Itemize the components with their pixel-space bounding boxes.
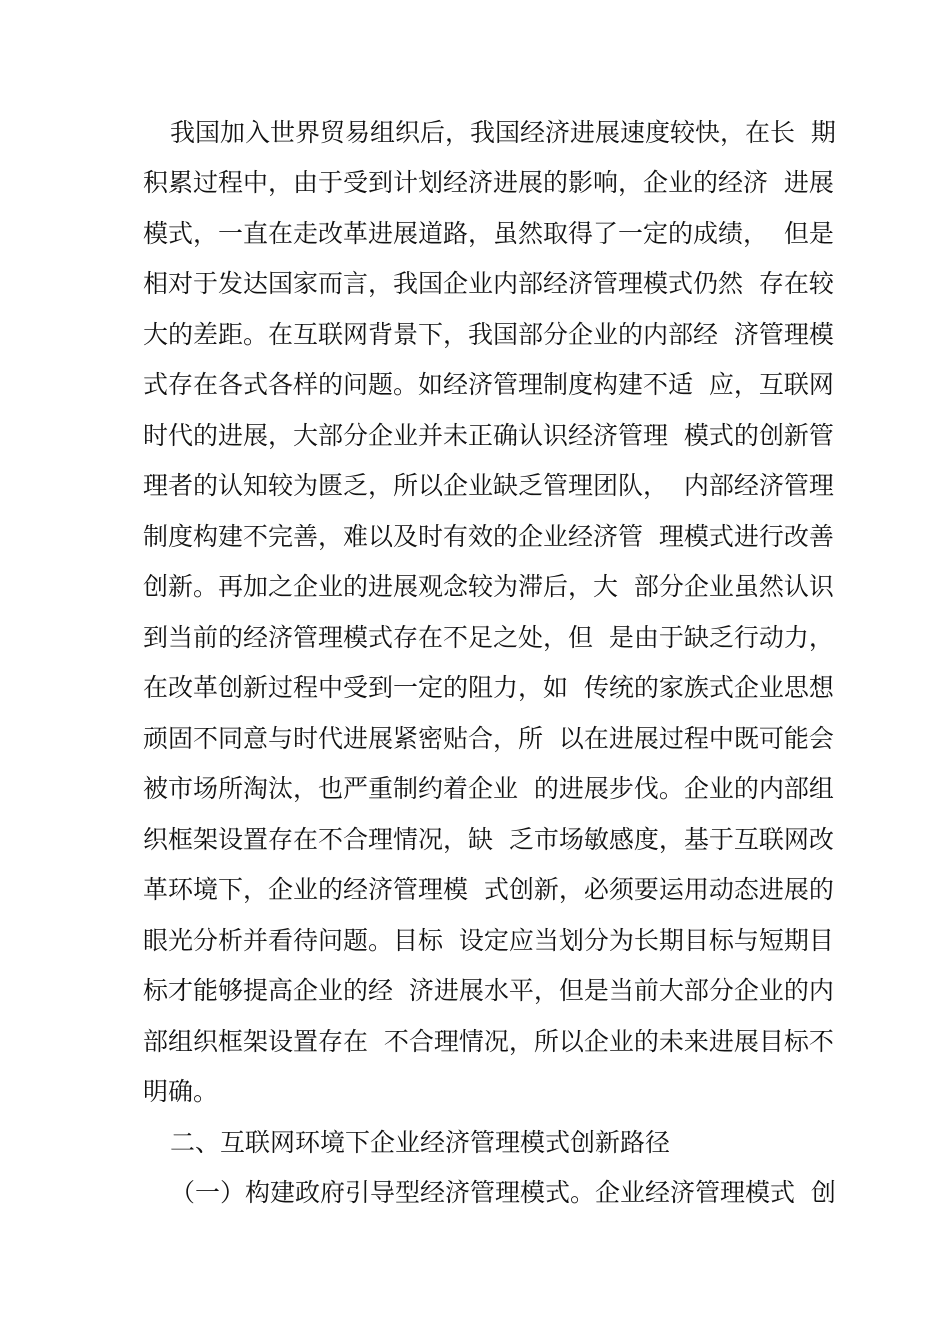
paragraph-1-line-11: 到当前的经济管理模式存在不足之处，但 是由于缺乏行动力， bbox=[143, 623, 834, 652]
paragraph-1-line-8: 理者的认知较为匮乏，所以企业缺乏管理团队， 内部经济管理 bbox=[143, 471, 834, 500]
paragraph-1-line-9: 制度构建不完善，难以及时有效的企业经济管 理模式进行改善 bbox=[143, 522, 834, 551]
paragraph-1-line-4: 相对于发达国家而言，我国企业内部经济管理模式仍然 存在较 bbox=[143, 269, 834, 298]
paragraph-1-line-1: 我国加入世界贸易组织后，我国经济进展速度较快，在长 期 bbox=[170, 118, 836, 147]
paragraph-1-line-13: 顽固不同意与时代进展紧密贴合，所 以在进展过程中既可能会 bbox=[143, 724, 834, 753]
paragraph-1-line-6: 式存在各式各样的问题。如经济管理制度构建不适 应，互联网 bbox=[143, 370, 834, 399]
section-heading-2: 二、互联网环境下企业经济管理模式创新路径 bbox=[170, 1128, 671, 1157]
paragraph-1-line-14: 被市场所淘汰，也严重制约着企业 的进展步伐。企业的内部组 bbox=[143, 774, 834, 803]
paragraph-1-line-16: 革环境下，企业的经济管理模 式创新，必须要运用动态进展的 bbox=[143, 875, 834, 904]
paragraph-1-line-3: 模式，一直在走改革进展道路，虽然取得了一定的成绩， 但是 bbox=[143, 219, 834, 248]
paragraph-1-line-5: 大的差距。在互联网背景下，我国部分企业的内部经 济管理模 bbox=[143, 320, 834, 349]
paragraph-1-line-12: 在改革创新过程中受到一定的阻力，如 传统的家族式企业思想 bbox=[143, 673, 834, 702]
paragraph-1-line-2: 积累过程中，由于受到计划经济进展的影响，企业的经济 进展 bbox=[143, 168, 834, 197]
paragraph-1-line-15: 织框架设置存在不合理情况，缺 乏市场敏感度，基于互联网改 bbox=[143, 825, 834, 854]
paragraph-1-line-18: 标才能够提高企业的经 济进展水平，但是当前大部分企业的内 bbox=[143, 976, 834, 1005]
paragraph-1-line-10: 创新。再加之企业的进展观念较为滞后，大 部分企业虽然认识 bbox=[143, 572, 834, 601]
paragraph-1-line-20: 明确。 bbox=[143, 1077, 219, 1106]
paragraph-1-line-17: 眼光分析并看待问题。目标 设定应当划分为长期目标与短期目 bbox=[143, 926, 834, 955]
paragraph-1-line-19: 部组织框架设置存在 不合理情况，所以企业的未来进展目标不 bbox=[143, 1027, 834, 1056]
paragraph-2-line-1: （一）构建政府引导型经济管理模式。企业经济管理模式 创 bbox=[170, 1178, 836, 1207]
paragraph-1-line-7: 时代的进展，大部分企业并未正确认识经济管理 模式的创新管 bbox=[143, 421, 834, 450]
